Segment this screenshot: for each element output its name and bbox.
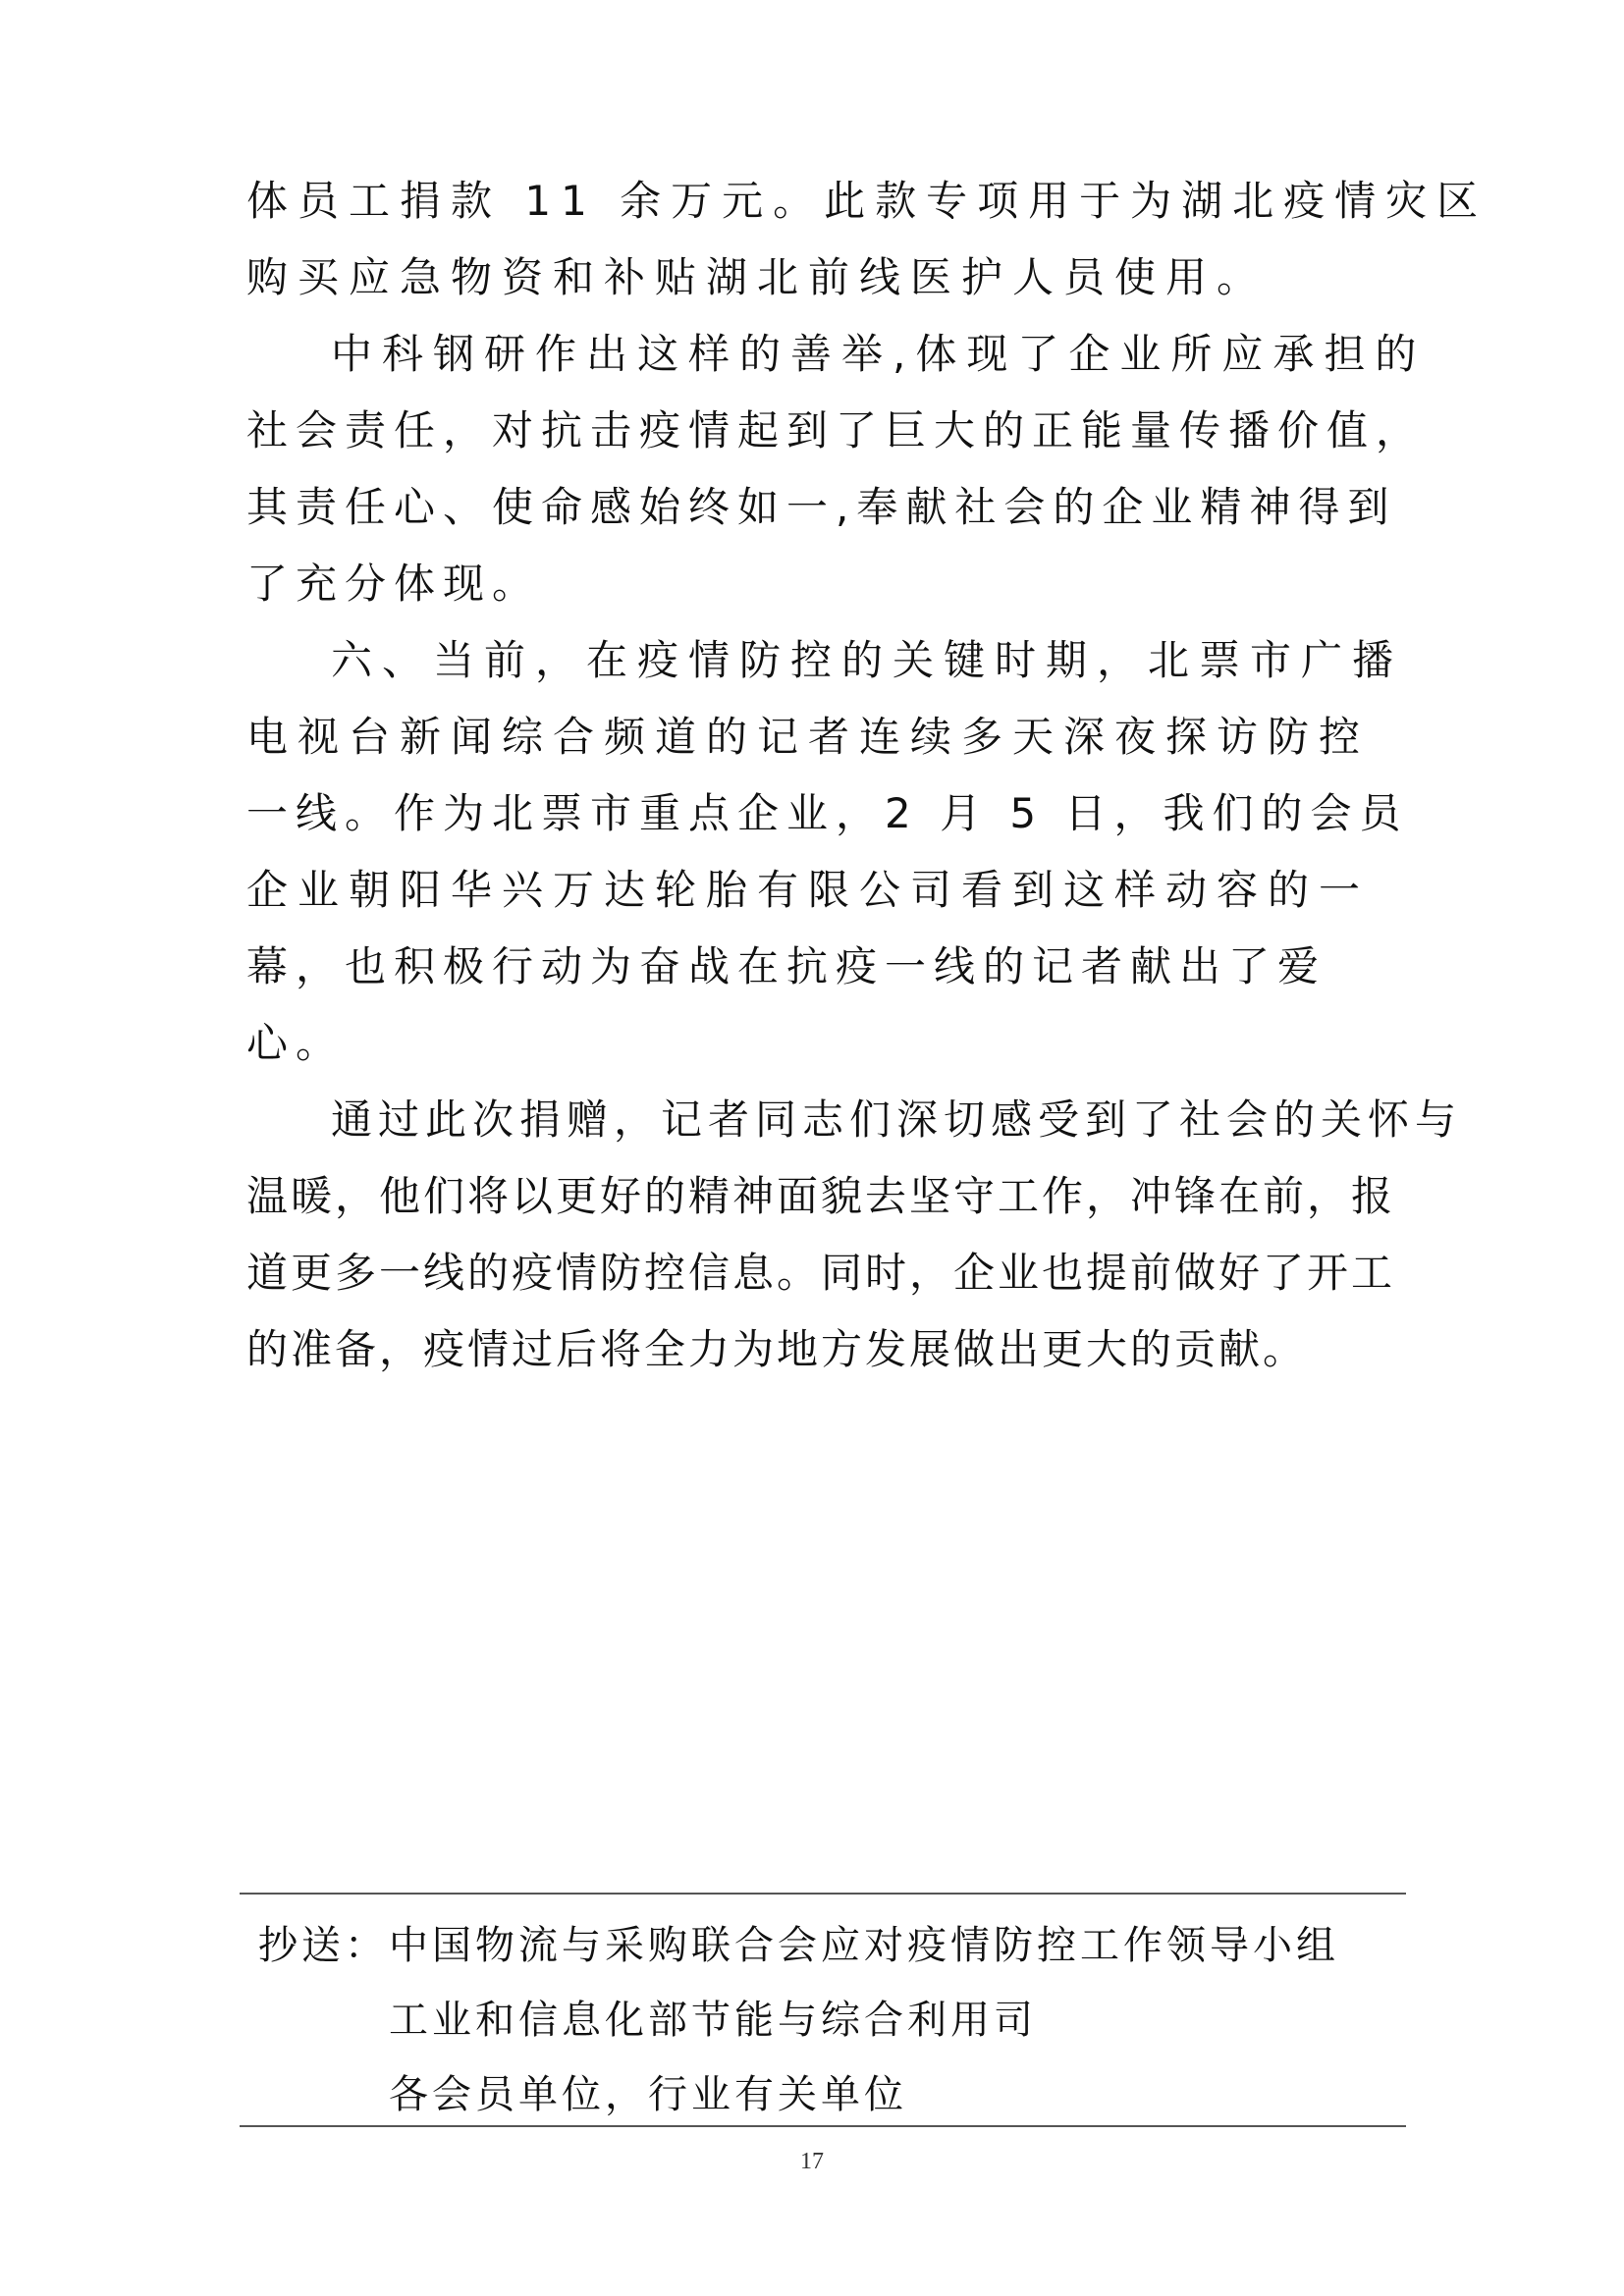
cc-recipient: 各会员单位，行业有关单位 [389, 2072, 907, 2117]
body-line: 中科钢研作出这样的善举,体现了企业所应承担的 [331, 330, 1427, 378]
cc-recipient: 中国物流与采购联合会应对疫情防控工作领导小组 [389, 1923, 1339, 1968]
body-line: 社会责任，对抗击疫情起到了巨大的正能量传播价值， [246, 406, 1426, 454]
cc-bottom-divider [240, 2125, 1406, 2127]
cc-recipient: 工业和信息化部节能与综合利用司 [389, 1998, 1037, 2043]
body-line: 了充分体现。 [246, 560, 542, 608]
body-line: 六、当前，在疫情防控的关键时期，北票市广播 [331, 636, 1404, 684]
body-line: 温暖，他们将以更好的精神面貌去坚守工作，冲锋在前，报 [246, 1172, 1396, 1220]
body-line: 其责任心、使命感始终如一,奉献社会的企业精神得到 [246, 483, 1397, 531]
body-line: 企业朝阳华兴万达轮胎有限公司看到这样动容的一 [246, 866, 1371, 914]
cc-label: 抄送： [258, 1923, 388, 1968]
body-line: 幕，也积极行动为奋战在抗疫一线的记者献出了爱 [246, 942, 1327, 990]
body-line: 通过此次捐赠，记者同志们深切感受到了社会的关怀与 [331, 1095, 1463, 1144]
body-line: 的准备，疫情过后将全力为地方发展做出更大的贡献。 [246, 1325, 1308, 1373]
body-line: 一线。作为北票市重点企业，2 月 5 日，我们的会员 [246, 789, 1409, 837]
body-line: 体员工捐款 11 余万元。此款专项用于为湖北疫情灾区 [246, 177, 1489, 225]
cc-top-divider [240, 1893, 1406, 1895]
page-number: 17 [800, 2149, 824, 2174]
body-line: 心。 [246, 1019, 346, 1067]
body-line: 购买应急物资和补贴湖北前线医护人员使用。 [246, 253, 1269, 301]
body-line: 电视台新闻综合频道的记者连续多天深夜探访防控 [246, 713, 1371, 761]
body-line: 道更多一线的疫情防控信息。同时，企业也提前做好了开工 [246, 1249, 1396, 1297]
